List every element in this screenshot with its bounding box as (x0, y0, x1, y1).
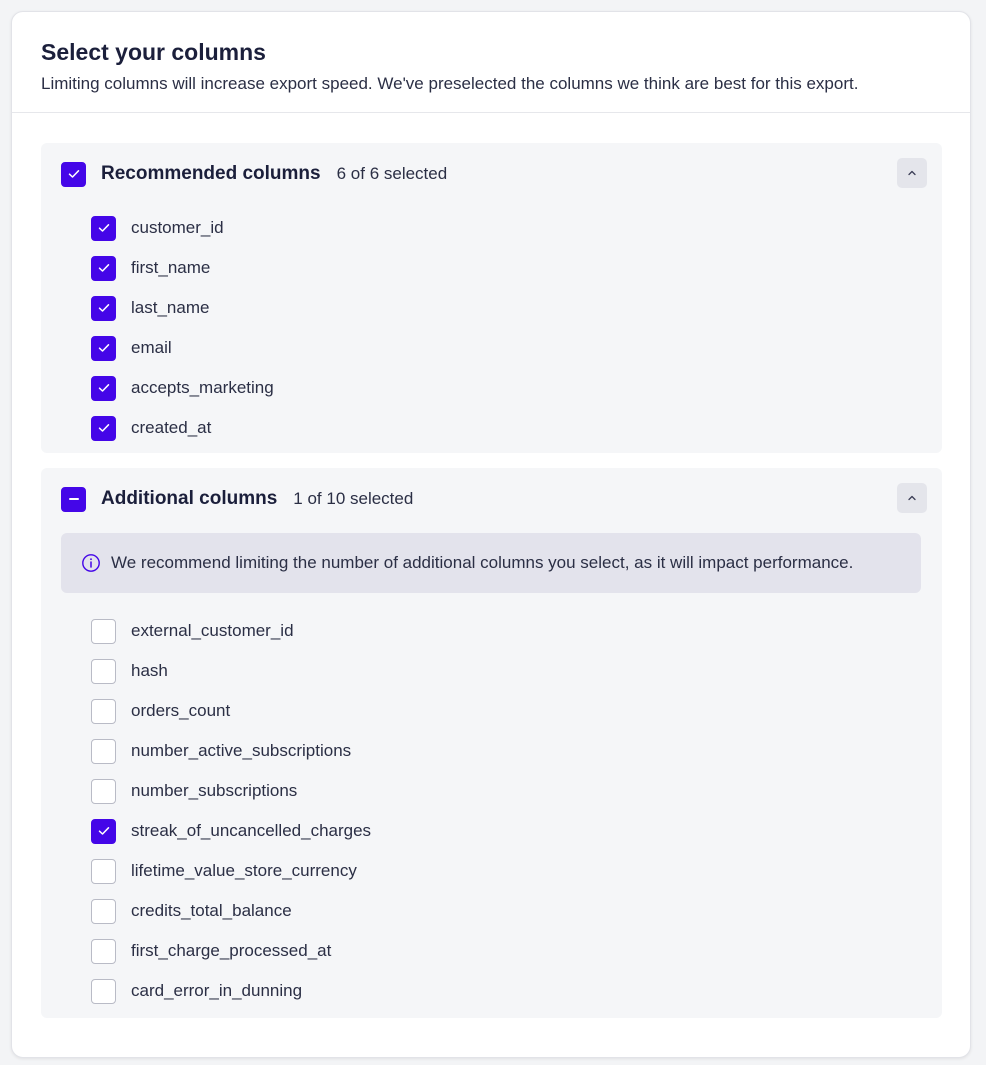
checkbox-unchecked[interactable] (91, 779, 116, 804)
checkmark-icon (98, 423, 110, 433)
checkmark-icon (98, 303, 110, 313)
column-option-label: lifetime_value_store_currency (131, 861, 357, 880)
additional-column-list (91, 611, 371, 1011)
column-option-hash[interactable] (91, 651, 371, 691)
column-option-label: first_name (131, 258, 211, 277)
info-icon (81, 553, 101, 573)
checkbox-unchecked[interactable] (91, 939, 116, 964)
column-option-last-name[interactable] (91, 288, 274, 328)
performance-notice (61, 533, 921, 593)
recommended-selected-count: 6 of 6 selected (336, 164, 448, 183)
column-option-label: hash (131, 661, 168, 680)
column-option-first-name[interactable] (91, 248, 274, 288)
column-option-label: last_name (131, 298, 210, 317)
column-option-label: first_charge_processed_at (131, 941, 332, 960)
additional-columns-section (41, 468, 942, 1018)
column-option-customer-id[interactable] (91, 208, 274, 248)
page-subtitle: Limiting columns will increase export speed. We've preselected the columns we think are best for this export. (41, 74, 859, 93)
recommended-columns-section (41, 143, 942, 453)
column-option-lifetime-value-store-currency[interactable] (91, 851, 371, 891)
column-option-number-active-subscriptions[interactable] (91, 731, 371, 771)
column-option-external-customer-id[interactable] (91, 611, 371, 651)
indeterminate-dash-icon (69, 498, 79, 500)
checkbox-unchecked[interactable] (91, 659, 116, 684)
column-option-card-error-in-dunning[interactable] (91, 971, 371, 1011)
checkbox-unchecked[interactable] (91, 739, 116, 764)
checkmark-icon (98, 826, 110, 836)
page-title: Select your columns (41, 39, 266, 65)
additional-selected-count: 1 of 10 selected (293, 489, 414, 508)
column-option-label: card_error_in_dunning (131, 981, 303, 1000)
checkbox-checked[interactable] (91, 819, 116, 844)
column-selector-card (11, 11, 971, 1058)
checkbox-unchecked[interactable] (91, 619, 116, 644)
recommended-section-header (61, 161, 927, 187)
checkbox-checked[interactable] (91, 216, 116, 241)
checkbox-unchecked[interactable] (91, 859, 116, 884)
checkbox-checked[interactable] (91, 376, 116, 401)
additional-section-header (61, 486, 927, 512)
additional-select-all-checkbox[interactable] (61, 487, 86, 512)
column-option-label: created_at (131, 418, 212, 437)
column-option-streak-of-uncancelled-charges[interactable] (91, 811, 371, 851)
checkbox-checked[interactable] (91, 416, 116, 441)
column-option-label: customer_id (131, 218, 224, 237)
checkmark-icon (98, 383, 110, 393)
column-option-first-charge-processed-at[interactable] (91, 931, 371, 971)
checkmark-icon (98, 223, 110, 233)
column-option-credits-total-balance[interactable] (91, 891, 371, 931)
column-option-created-at[interactable] (91, 408, 274, 448)
checkbox-unchecked[interactable] (91, 899, 116, 924)
performance-notice-text: We recommend limiting the number of additional columns you select, as it will impact performance. (111, 553, 854, 572)
checkmark-icon (98, 343, 110, 353)
recommended-collapse-button[interactable] (897, 158, 927, 188)
column-option-email[interactable] (91, 328, 274, 368)
checkbox-checked[interactable] (91, 256, 116, 281)
column-option-label: number_active_subscriptions (131, 741, 352, 760)
additional-collapse-button[interactable] (897, 483, 927, 513)
checkbox-checked[interactable] (91, 336, 116, 361)
column-option-label: email (131, 338, 172, 357)
checkmark-icon (68, 169, 80, 179)
column-option-label: external_customer_id (131, 621, 294, 640)
card-header (12, 12, 970, 113)
column-option-accepts-marketing[interactable] (91, 368, 274, 408)
chevron-up-icon (907, 495, 917, 501)
column-option-orders-count[interactable] (91, 691, 371, 731)
column-option-label: number_subscriptions (131, 781, 298, 800)
column-option-label: accepts_marketing (131, 378, 274, 397)
recommended-column-list (91, 208, 274, 448)
column-option-number-subscriptions[interactable] (91, 771, 371, 811)
recommended-section-title: Recommended columns (101, 163, 321, 184)
chevron-up-icon (907, 170, 917, 176)
column-option-label: orders_count (131, 701, 231, 720)
checkbox-unchecked[interactable] (91, 979, 116, 1004)
column-option-label: credits_total_balance (131, 901, 292, 920)
checkbox-checked[interactable] (91, 296, 116, 321)
column-option-label: streak_of_uncancelled_charges (131, 821, 372, 840)
checkmark-icon (98, 263, 110, 273)
recommended-select-all-checkbox[interactable] (61, 162, 86, 187)
additional-section-title: Additional columns (101, 488, 278, 509)
checkbox-unchecked[interactable] (91, 699, 116, 724)
